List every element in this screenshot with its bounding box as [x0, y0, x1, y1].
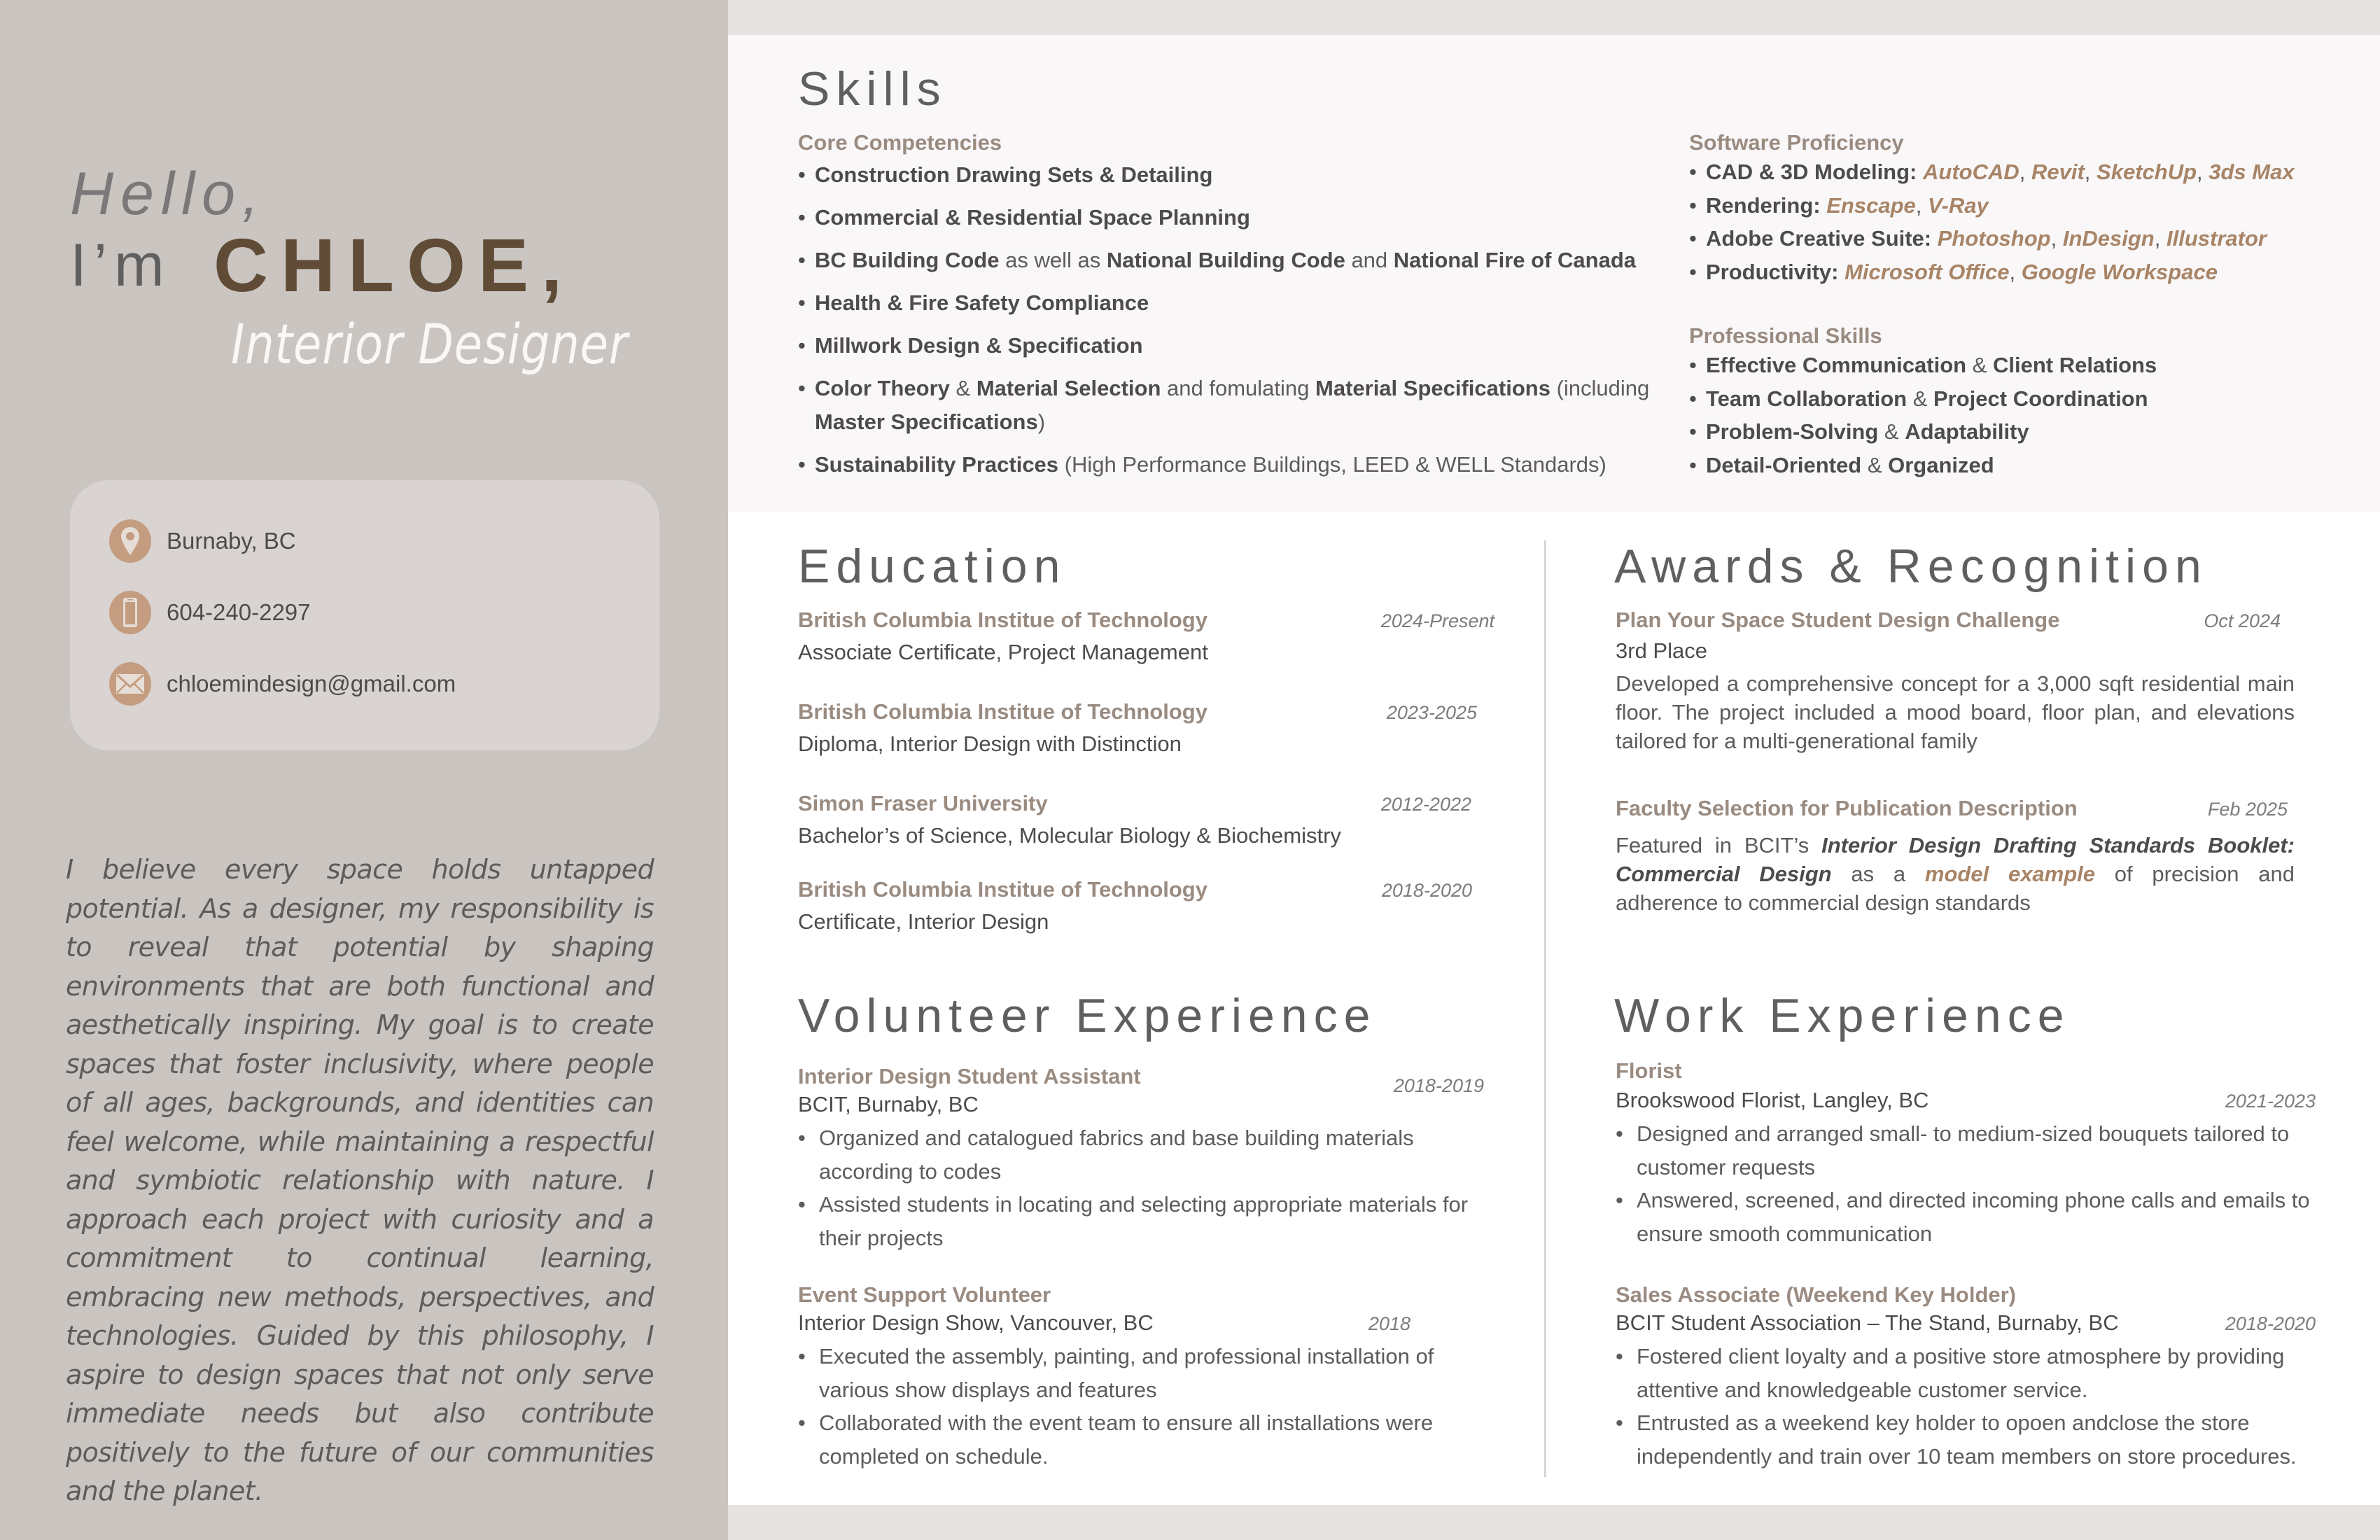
text-run: & — [1966, 353, 1993, 377]
skill-item — [798, 158, 1673, 192]
award-name: Faculty Selection for Publication Description — [1616, 796, 2078, 820]
job-title: Florist — [1616, 1058, 1682, 1083]
text-run: Microsoft Office — [1844, 259, 2010, 284]
skill-item — [798, 201, 1673, 234]
candidate-name: CHLOE, — [214, 223, 575, 307]
text-run: Master Specifications — [815, 410, 1038, 434]
skill-item — [798, 286, 1673, 320]
core-competencies — [798, 130, 1673, 491]
text-run: Photoshop — [1937, 226, 2051, 251]
candidate-role: Interior Designer — [231, 314, 629, 377]
text-run: CAD & 3D Modeling: — [1706, 160, 1923, 184]
text-run: Rendering: — [1706, 192, 1827, 218]
text-run: Featured in BCIT’s — [1616, 833, 1822, 858]
location-pin-icon — [109, 519, 151, 563]
volunteer-date: 2018 — [1368, 1313, 1410, 1334]
skill-item — [798, 329, 1673, 363]
text-run: , — [2154, 226, 2166, 251]
skill-item — [1689, 155, 2354, 189]
text-run: Interior Design Drafting Standards Booklet: Commercial Design — [1616, 833, 2295, 886]
text-run: Problem-Solving — [1706, 419, 1879, 444]
software-proficiency-heading: Software Proficiency — [1689, 130, 1904, 155]
volunteer-duties — [798, 1121, 1484, 1254]
employer: Brookswood Florist, Langley, BC — [1616, 1088, 1929, 1112]
skill-item — [1689, 449, 2354, 482]
skill-item — [798, 448, 1673, 482]
school-name: British Columbia Institue of Technology — [798, 877, 1208, 902]
text-run: Organized — [1888, 452, 1994, 477]
work-entry — [1616, 1282, 2316, 1473]
duty-item: • Assisted students in locating and selecting appropriate materials for their projects — [798, 1188, 1484, 1254]
skill-item — [1689, 255, 2354, 289]
text-run: Adobe Creative Suite: — [1706, 226, 1938, 251]
duty-item: • Entrusted as a weekend key holder to opoen andclose the store independently and train over 10 team members on store procedures. — [1616, 1406, 2316, 1473]
duty-item: • Executed the assembly, painting, and professional installation of various show displays and features — [798, 1340, 1484, 1406]
text-run: BC Building Code — [815, 248, 1000, 272]
skill-item — [1689, 415, 2354, 449]
text-run: Material Selection — [976, 376, 1161, 400]
text-run: Commercial & Residential Space Planning — [815, 205, 1250, 230]
education-entry — [798, 791, 1471, 848]
skill-item — [798, 372, 1673, 439]
text-run: , — [1915, 192, 1928, 218]
education-entry — [798, 699, 1477, 757]
software-proficiency — [1689, 130, 2354, 288]
text-run: Illustrator — [2166, 226, 2267, 251]
award-date: Feb 2025 — [2207, 799, 2288, 820]
text-run: National Building Code — [1106, 248, 1345, 272]
skill-item — [1689, 382, 2354, 416]
duty-item: • Fostered client loyalty and a positive store atmosphere by providing attentive and knowledgeable customer service. — [1616, 1340, 2316, 1406]
credential: Diploma, Interior Design with Distinction — [798, 732, 1182, 756]
award-entry — [1616, 796, 2295, 917]
education-date: 2018-2020 — [1381, 880, 1472, 901]
personal-statement: I believe every space holds untapped potential. As a designer, my responsibility is to reveal that potential by shaping environments that are both functional and aesthetically inspiring. My goal is to create spaces that foster inclusivity, where people of all ages, backgrounds, and identities can feel welcome, while maintaining a respectful and symbiotic relationship with nature. I approach each project with curiosity and a commitment to continual learning, embracing new methods, perspectives, and technologies. Guided by this philosophy, I aspire to design spaces that not only serve immediate needs but also contribute positively to the future of our communities and the planet. — [66, 854, 654, 1506]
duty-item: • Organized and catalogued fabrics and base building materials according to codes — [798, 1121, 1484, 1188]
phone-text: 604-240-2297 — [167, 599, 311, 625]
credential: Bachelor’s of Science, Molecular Biology & Biochemistry — [798, 823, 1341, 848]
text-run: InDesign — [2062, 226, 2155, 251]
job-title: Sales Associate (Weekend Key Holder) — [1616, 1282, 2017, 1307]
text-run: (including — [1550, 376, 1650, 400]
duty-item: • Designed and arranged small- to medium-sized bouquets tailored to customer requests — [1616, 1117, 2316, 1184]
job-date: 2021-2023 — [2225, 1091, 2316, 1112]
column-divider — [1544, 540, 1546, 1477]
work-entry — [1616, 1058, 2316, 1250]
core-competencies-list — [798, 158, 1673, 482]
award-date: Oct 2024 — [2204, 610, 2281, 631]
text-run: & — [1861, 452, 1889, 477]
text-run: AutoCAD — [1923, 160, 2019, 184]
text-run: National Fire of Canada — [1393, 248, 1637, 272]
text-run: , — [2084, 160, 2097, 184]
text-run: (High Performance Buildings, LEED & WELL Standards) — [1058, 452, 1606, 477]
text-run: Material Specifications — [1315, 376, 1550, 400]
education-title: Education — [798, 540, 1067, 593]
contact-location — [109, 519, 296, 563]
award-description — [1616, 831, 2295, 917]
sidebar — [0, 0, 728, 1540]
volunteer-org: BCIT, Burnaby, BC — [798, 1092, 979, 1116]
phone-icon — [109, 591, 151, 634]
volunteer-entry — [798, 1064, 1484, 1254]
text-run: , — [2019, 160, 2031, 184]
text-run: 3ds Max — [2208, 160, 2295, 184]
text-run: ) — [1037, 410, 1046, 434]
education-date: 2024-Present — [1380, 610, 1494, 631]
school-name: Simon Fraser University — [798, 791, 1048, 816]
core-competencies-heading: Core Competencies — [798, 130, 1002, 155]
text-run: Client Relations — [1992, 353, 2157, 377]
volunteer-title: Volunteer Experience — [798, 989, 1377, 1042]
text-run: Detail-Oriented — [1706, 452, 1862, 477]
education-date: 2023-2025 — [1386, 702, 1477, 723]
volunteer-role: Interior Design Student Assistant — [798, 1064, 1141, 1088]
skill-item — [1689, 189, 2354, 223]
greeting: Hello, — [70, 160, 266, 227]
text-run: model example — [1924, 862, 2096, 886]
volunteer-role: Event Support Volunteer — [798, 1282, 1051, 1307]
text-run: V-Ray — [1927, 192, 1989, 218]
text-run: as a — [1831, 862, 1925, 886]
text-run: , — [2050, 226, 2063, 251]
duty-item: • Collaborated with the event team to ensure all installations were completed on schedule. — [798, 1406, 1484, 1473]
education-date: 2012-2022 — [1380, 794, 1471, 815]
volunteer-date: 2018-2019 — [1393, 1075, 1484, 1096]
text-run: Health & Fire Safety Compliance — [815, 290, 1149, 315]
intro-text: I’m — [70, 232, 172, 299]
job-duties — [1616, 1340, 2316, 1473]
text-run: & — [1878, 419, 1905, 444]
text-run: Construction Drawing Sets & Detailing — [815, 162, 1213, 187]
skill-item — [798, 244, 1673, 277]
text-run: Color Theory — [815, 376, 950, 400]
school-name: British Columbia Institue of Technology — [798, 699, 1208, 724]
credential: Associate Certificate, Project Management — [798, 640, 1208, 664]
duty-item: • Answered, screened, and directed incoming phone calls and emails to ensure smooth communication — [1616, 1184, 2316, 1250]
education-entry — [798, 877, 1472, 934]
professional-skills-heading: Professional Skills — [1689, 323, 1882, 348]
text-run: Adaptability — [1905, 419, 2029, 444]
text-run: Revit — [2031, 160, 2085, 184]
text-run: SketchUp — [2096, 160, 2197, 184]
text-run: Developed a comprehensive concept for a 3,000 sqft residential main floor. The project included a mood board, floor plan, and elevations tailored for a multi-generational family — [1616, 671, 2295, 753]
volunteer-duties — [798, 1340, 1484, 1473]
text-run: and fomulating — [1161, 376, 1315, 400]
job-date: 2018-2020 — [2225, 1313, 2316, 1334]
volunteer-entry — [798, 1282, 1484, 1473]
contact-email[interactable] — [109, 662, 456, 706]
work-title: Work Experience — [1614, 989, 2071, 1042]
email-icon — [109, 662, 151, 706]
professional-skills-list — [1689, 349, 2354, 482]
education-entry — [798, 608, 1494, 665]
award-entry — [1616, 608, 2295, 755]
software-proficiency-list — [1689, 155, 2354, 288]
location-text: Burnaby, BC — [167, 528, 296, 554]
award-description — [1616, 669, 2295, 755]
text-run: , — [2197, 160, 2209, 184]
text-run: Sustainability Practices — [815, 452, 1059, 477]
professional-skills — [1689, 323, 2354, 482]
skills-title: Skills — [798, 62, 947, 115]
text-run: Google Workspace — [2021, 259, 2218, 284]
contact-card — [70, 480, 659, 750]
job-duties — [1616, 1117, 2316, 1250]
text-run: Effective Communication — [1706, 353, 1967, 377]
text-run: Team Collaboration — [1706, 386, 1907, 411]
text-run: , — [2009, 259, 2022, 284]
text-run: & — [1907, 386, 1933, 411]
awards-title: Awards & Recognition — [1614, 540, 2208, 593]
skill-item — [1689, 349, 2354, 382]
text-run: and — [1345, 248, 1394, 272]
text-run: of precision and adherence to commercial design standards — [1616, 862, 2295, 915]
contact-phone[interactable] — [109, 591, 311, 634]
text-run: & — [949, 376, 976, 400]
skill-item — [1689, 222, 2354, 255]
email-text: chloemindesign@gmail.com — [167, 671, 456, 696]
award-name: Plan Your Space Student Design Challenge — [1616, 608, 2060, 632]
text-run: as well as — [999, 248, 1107, 272]
credential: Certificate, Interior Design — [798, 909, 1049, 934]
text-run: Millwork Design & Specification — [815, 333, 1143, 358]
text-run: Productivity: — [1706, 259, 1845, 284]
text-run: Enscape — [1826, 192, 1916, 218]
school-name: British Columbia Institue of Technology — [798, 608, 1208, 632]
volunteer-org: Interior Design Show, Vancouver, BC — [798, 1310, 1154, 1335]
employer: BCIT Student Association – The Stand, Burnaby, BC — [1616, 1310, 2119, 1335]
text-run: Project Coordination — [1933, 386, 2148, 411]
award-result: 3rd Place — [1616, 638, 1707, 663]
